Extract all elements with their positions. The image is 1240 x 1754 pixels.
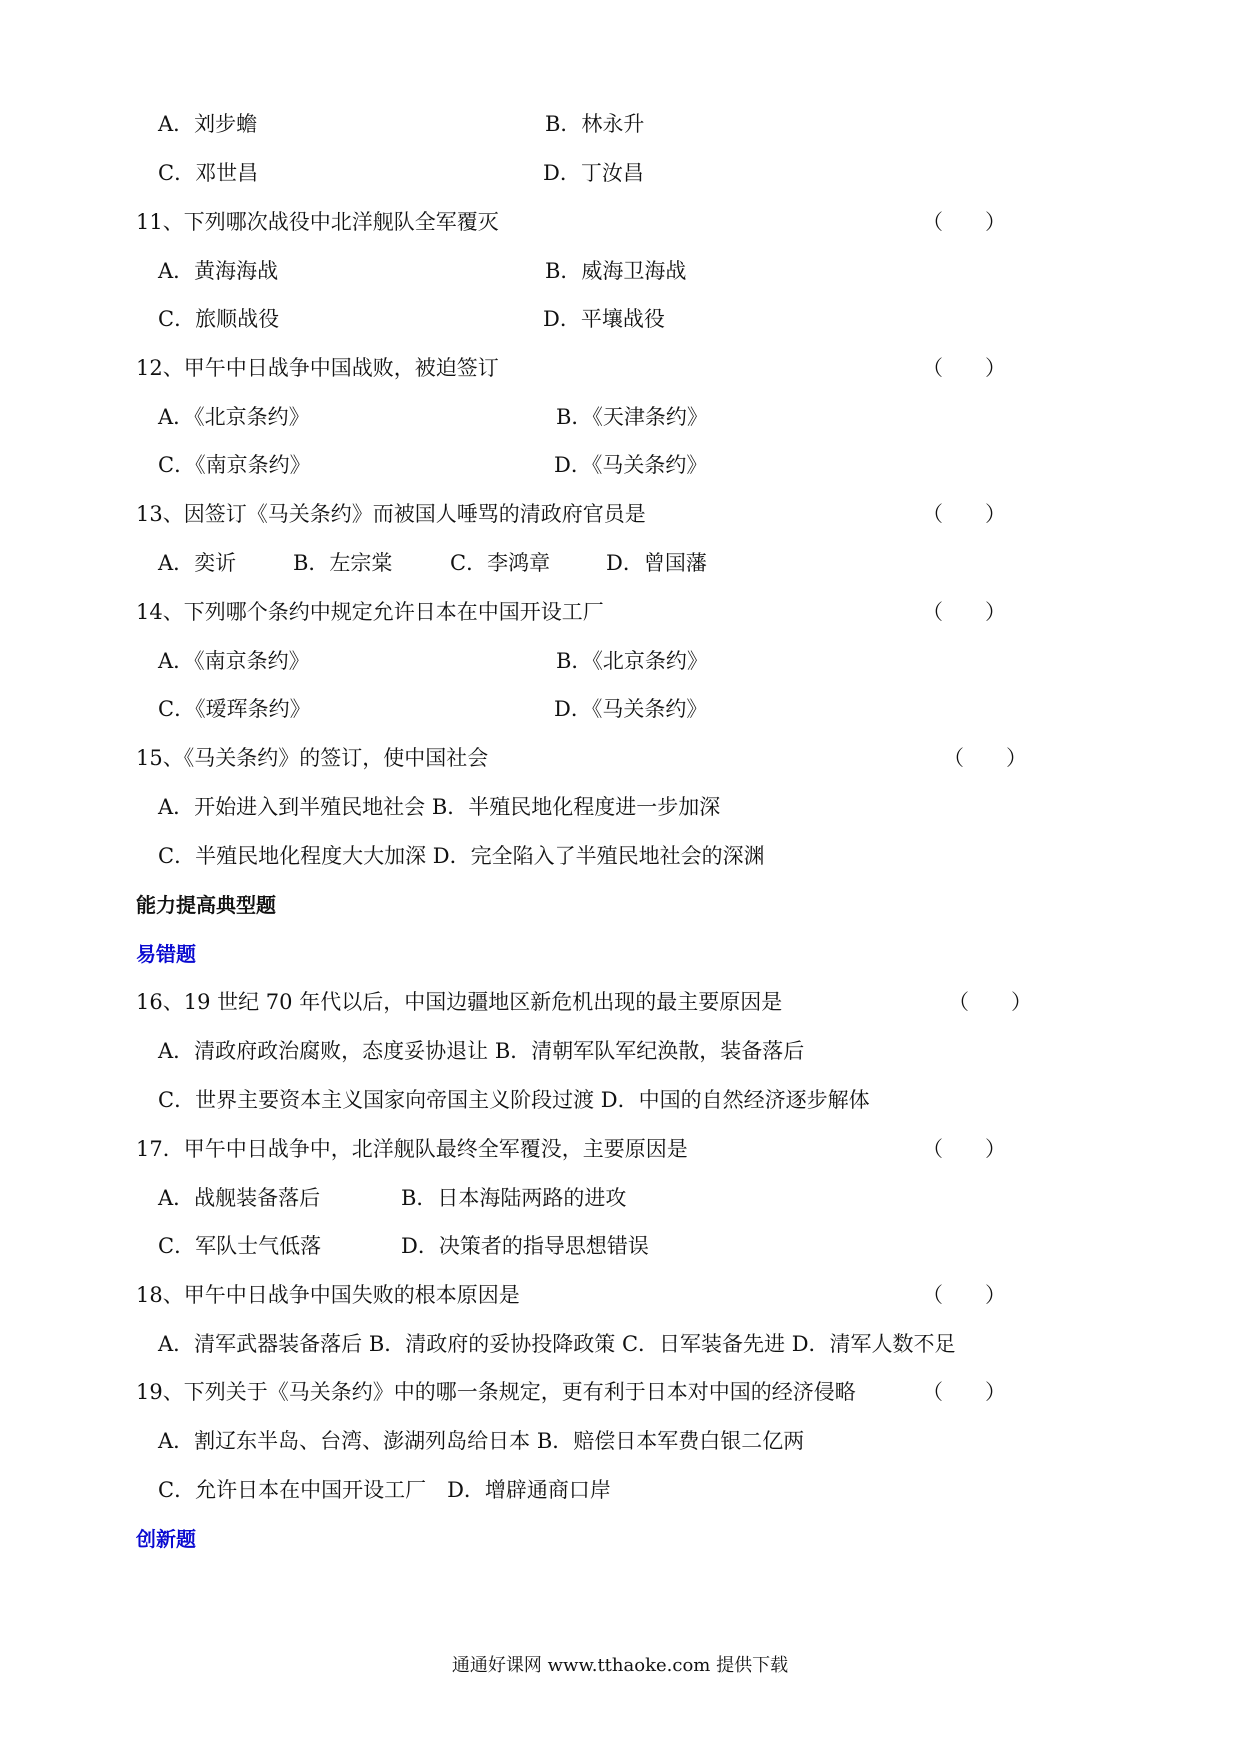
q14-option-c: C．《瑷珲条约》 bbox=[158, 697, 311, 721]
q18-options-line-1: A．清军武器装备落后 B．清政府的妥协投降政策 C．日军装备先进 D．清军人数不足 bbox=[158, 1332, 956, 1356]
q15-answer-blank: （ ） bbox=[943, 746, 1027, 770]
q17-answer-blank: （ ） bbox=[922, 1137, 1006, 1161]
q17-option-d: D．决策者的指导思想错误 bbox=[401, 1234, 649, 1258]
q14-stem: 14、下列哪个条约中规定允许日本在中国开设工厂 bbox=[136, 600, 604, 624]
q19-options-line-2: C．允许日本在中国开设工厂 D．增辟通商口岸 bbox=[158, 1478, 611, 1502]
q16-stem: 16、19 世纪 70 年代以后，中国边疆地区新危机出现的最主要原因是 bbox=[136, 990, 783, 1014]
q17-option-a: A．战舰装备落后 bbox=[158, 1186, 321, 1210]
q13-answer-blank: （ ） bbox=[922, 502, 1006, 526]
q14-option-d: D．《马关条约》 bbox=[554, 697, 708, 721]
q19-stem: 19、下列关于《马关条约》中的哪一条规定，更有利于日本对中国的经济侵略 bbox=[136, 1380, 856, 1404]
q16-answer-blank: （ ） bbox=[948, 990, 1032, 1014]
q17-stem: 17．甲午中日战争中，北洋舰队最终全军覆没，主要原因是 bbox=[136, 1137, 688, 1161]
q15-stem: 15、《马关条约》的签订，使中国社会 bbox=[136, 746, 489, 770]
q13-option-b: B．左宗棠 bbox=[293, 551, 393, 575]
section-heading-innovation: 创新题 bbox=[136, 1527, 196, 1551]
q11-option-d: D．平壤战役 bbox=[543, 307, 665, 331]
q12-stem: 12、甲午中日战争中国战败，被迫签订 bbox=[136, 356, 499, 380]
q11-option-b: B．威海卫海战 bbox=[545, 259, 687, 283]
q16-options-line-1: A．清政府政治腐败，态度妥协退让 B．清朝军队军纪涣散，装备落后 bbox=[158, 1039, 805, 1063]
q11-option-c: C．旅顺战役 bbox=[158, 307, 280, 331]
q19-options-line-1: A．割辽东半岛、台湾、澎湖列岛给日本 B．赔偿日本军费白银二亿两 bbox=[158, 1429, 805, 1453]
q17-option-c: C．军队士气低落 bbox=[158, 1234, 322, 1258]
q13-stem: 13、因签订《马关条约》而被国人唾骂的清政府官员是 bbox=[136, 502, 646, 526]
q10-option-c: C．邓世昌 bbox=[158, 161, 259, 185]
q13-option-d: D．曾国藩 bbox=[606, 551, 707, 575]
q10-option-b: B．林永升 bbox=[545, 112, 645, 136]
q12-option-d: D．《马关条约》 bbox=[554, 453, 708, 477]
q15-options-line-2: C．半殖民地化程度大大加深 D．完全陷入了半殖民地社会的深渊 bbox=[158, 844, 765, 868]
q10-option-d: D．丁汝昌 bbox=[543, 161, 644, 185]
q12-option-b: B．《天津条约》 bbox=[556, 405, 708, 429]
q10-option-a: A．刘步蟾 bbox=[158, 112, 258, 136]
q18-stem: 18、甲午中日战争中国失败的根本原因是 bbox=[136, 1283, 520, 1307]
q11-answer-blank: （ ） bbox=[922, 210, 1006, 234]
q12-answer-blank: （ ） bbox=[922, 356, 1006, 380]
q14-option-a: A．《南京条约》 bbox=[158, 649, 310, 673]
q16-options-line-2: C．世界主要资本主义国家向帝国主义阶段过渡 D．中国的自然经济逐步解体 bbox=[158, 1088, 870, 1112]
q11-stem: 11、下列哪次战役中北洋舰队全军覆灭 bbox=[136, 210, 499, 234]
page-footer: 通通好课网 www.tthaoke.com 提供下载 bbox=[451, 1655, 789, 1676]
section-heading-main: 能力提高典型题 bbox=[136, 893, 276, 917]
q15-options-line-1: A．开始进入到半殖民地社会 B．半殖民地化程度进一步加深 bbox=[158, 795, 721, 819]
q14-option-b: B．《北京条约》 bbox=[556, 649, 708, 673]
q18-answer-blank: （ ） bbox=[922, 1283, 1006, 1307]
section-heading-easy-wrong: 易错题 bbox=[136, 942, 196, 966]
q11-option-a: A．黄海海战 bbox=[158, 259, 279, 283]
q13-option-c: C．李鸿章 bbox=[450, 551, 551, 575]
q14-answer-blank: （ ） bbox=[922, 600, 1006, 624]
q12-option-c: C．《南京条约》 bbox=[158, 453, 311, 477]
q13-option-a: A．奕䜣 bbox=[158, 551, 237, 575]
q12-option-a: A．《北京条约》 bbox=[158, 405, 310, 429]
q17-option-b: B．日本海陆两路的进攻 bbox=[401, 1186, 627, 1210]
q19-answer-blank: （ ） bbox=[922, 1380, 1006, 1404]
